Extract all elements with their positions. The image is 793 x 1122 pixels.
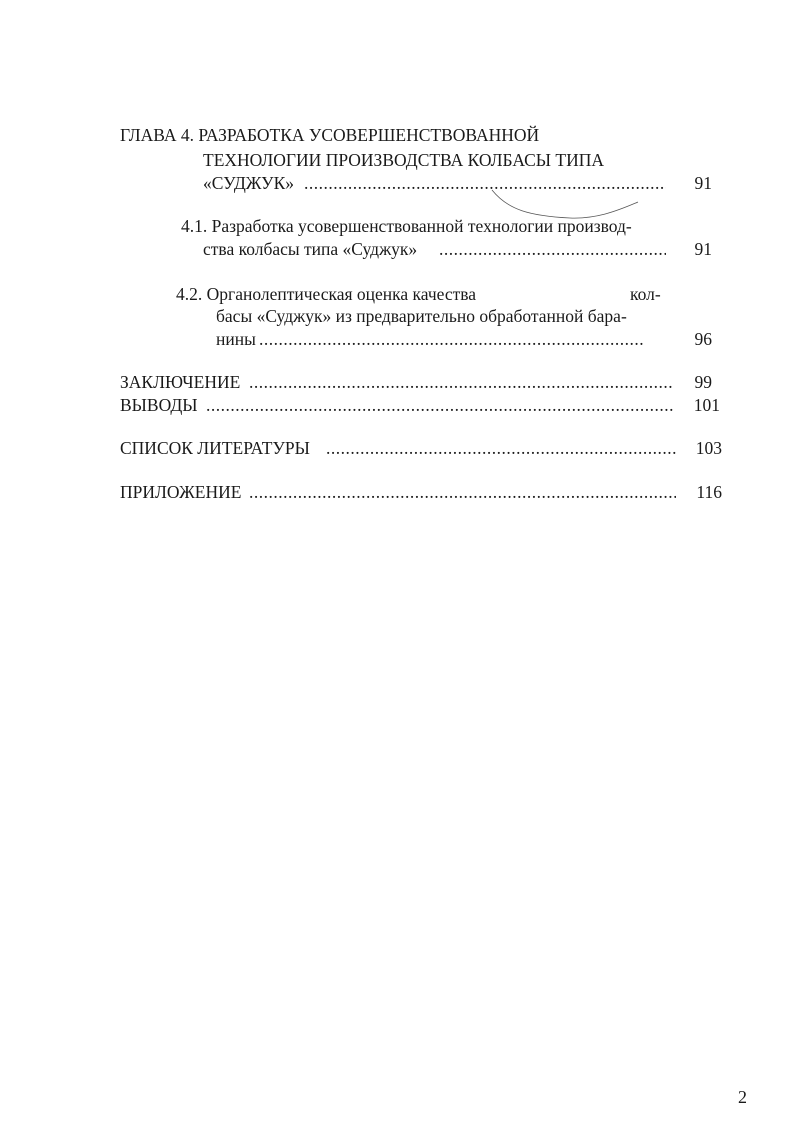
- toc-findings-page: 101: [693, 395, 720, 415]
- toc-section41-line2: ства колбасы типа «Суджук»: [203, 239, 418, 259]
- page-number: 2: [738, 1087, 747, 1107]
- toc-section42-line1a: 4.2. Органолептическая оценка качества: [176, 284, 477, 304]
- toc-findings-label: ВЫВОДЫ: [120, 395, 198, 415]
- toc-section42-page: 96: [694, 329, 712, 349]
- toc-findings-leader: [206, 394, 673, 416]
- toc-references-leader: [326, 437, 676, 459]
- toc-chapter4-page: 91: [694, 173, 712, 193]
- toc-section42-line3: нины: [216, 329, 256, 349]
- toc-chapter4-line3: «СУДЖУК»: [203, 173, 294, 193]
- toc-conclusion-label: ЗАКЛЮЧЕНИЕ: [120, 372, 241, 392]
- toc-conclusion-leader: [249, 371, 673, 393]
- toc-section41-page: 91: [694, 239, 712, 259]
- toc-chapter4-line2: ТЕХНОЛОГИИ ПРОИЗВОДСТВА КОЛБАСЫ ТИПА: [203, 150, 605, 170]
- toc-references-label: СПИСОК ЛИТЕРАТУРЫ: [120, 438, 310, 458]
- toc-conclusion-page: 99: [694, 372, 712, 392]
- toc-appendix-page: 116: [696, 482, 722, 502]
- toc-chapter4-line1: ГЛАВА 4. РАЗРАБОТКА УСОВЕРШЕНСТВОВАННОЙ: [120, 125, 540, 145]
- toc-section41-line1: 4.1. Разработка усовершенствованной технологии производ-: [181, 216, 632, 236]
- toc-section41-leader: [439, 238, 666, 260]
- toc-section42-line2: басы «Суджук» из предварительно обработанной бара-: [216, 306, 627, 326]
- toc-appendix-label: ПРИЛОЖЕНИЕ: [120, 482, 242, 502]
- toc-section42-leader: [259, 328, 645, 350]
- toc-references-page: 103: [695, 438, 722, 458]
- toc-section42-line1b: кол-: [630, 284, 661, 304]
- toc-appendix-leader: [249, 481, 676, 503]
